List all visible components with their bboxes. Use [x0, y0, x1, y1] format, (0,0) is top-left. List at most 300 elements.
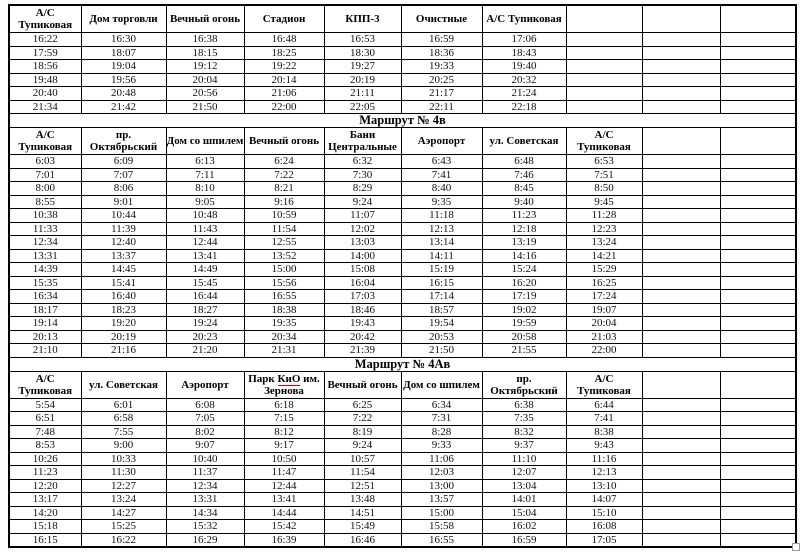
time-cell: 13:14: [401, 236, 482, 250]
empty-cell: [642, 317, 720, 331]
time-cell: 13:04: [482, 479, 566, 493]
table-resize-handle[interactable]: [792, 543, 800, 551]
time-cell: 15:42: [244, 520, 324, 534]
time-cell: 21:24: [482, 87, 566, 101]
empty-cell: [720, 222, 796, 236]
empty-cell: [720, 452, 796, 466]
time-cell: 8:00: [9, 182, 81, 196]
time-cell: 20:53: [401, 330, 482, 344]
time-cell: 16:39: [244, 533, 324, 547]
time-cell: 21:20: [166, 344, 244, 358]
time-cell: 9:07: [166, 439, 244, 453]
stop-header-cell: Парк КиО им. Зернова: [244, 371, 324, 398]
time-cell: 19:04: [81, 60, 166, 74]
empty-cell: [720, 303, 796, 317]
time-cell: 8:02: [166, 425, 244, 439]
time-cell: 8:50: [566, 182, 642, 196]
timetable-row: [9, 439, 796, 453]
time-cell: 10:33: [81, 452, 166, 466]
empty-cell: [720, 493, 796, 507]
time-cell: 21:03: [566, 330, 642, 344]
stop-header-cell: А/С Тупиковая: [566, 371, 642, 398]
time-cell: 16:55: [401, 533, 482, 547]
stop-header-cell: ул. Советская: [81, 371, 166, 398]
timetable-row: [9, 100, 796, 114]
empty-cell: [642, 209, 720, 223]
time-cell: 20:58: [482, 330, 566, 344]
time-cell: 16:04: [324, 276, 401, 290]
time-cell: 8:32: [482, 425, 566, 439]
route-title-row: [9, 114, 796, 128]
time-cell: 6:09: [81, 155, 166, 169]
time-cell: 13:10: [566, 479, 642, 493]
time-cell: 15:04: [482, 506, 566, 520]
stop-header-cell: А/С Тупиковая: [482, 5, 566, 33]
time-cell: 20:56: [166, 87, 244, 101]
time-cell: 16:15: [9, 533, 81, 547]
time-cell: 12:44: [166, 236, 244, 250]
time-cell: 21:34: [9, 100, 81, 114]
time-cell: 7:48: [9, 425, 81, 439]
time-cell: 13:24: [566, 236, 642, 250]
time-cell: 14:44: [244, 506, 324, 520]
empty-cell: [720, 60, 796, 74]
stop-header-cell: пр. Октябрьский: [81, 128, 166, 155]
time-cell: 21:06: [244, 87, 324, 101]
time-cell: 20:19: [81, 330, 166, 344]
empty-cell: [642, 479, 720, 493]
time-cell: 11:37: [166, 466, 244, 480]
stop-header-cell: А/С Тупиковая: [9, 371, 81, 398]
empty-cell: [720, 236, 796, 250]
empty-header-cell: [566, 5, 642, 33]
timetable-row: [9, 222, 796, 236]
empty-cell: [720, 439, 796, 453]
empty-cell: [642, 73, 720, 87]
stop-header-cell: Дом со шпилем: [401, 371, 482, 398]
timetable-row: [9, 425, 796, 439]
time-cell: 19:02: [482, 303, 566, 317]
time-cell: 12:40: [81, 236, 166, 250]
time-cell: 14:51: [324, 506, 401, 520]
time-cell: 20:42: [324, 330, 401, 344]
time-cell: 20:04: [566, 317, 642, 331]
time-cell: 20:13: [9, 330, 81, 344]
time-cell: 16:15: [401, 276, 482, 290]
timetable-row: [9, 155, 796, 169]
time-cell: 12:23: [566, 222, 642, 236]
time-cell: 15:19: [401, 263, 482, 277]
stop-header-cell: ул. Советская: [482, 128, 566, 155]
time-cell: 21:39: [324, 344, 401, 358]
time-cell: 14:49: [166, 263, 244, 277]
time-cell: 19:59: [482, 317, 566, 331]
time-cell: 8:29: [324, 182, 401, 196]
time-cell: 9:40: [482, 195, 566, 209]
time-cell: 18:43: [482, 46, 566, 60]
timetable-row: [9, 60, 796, 74]
time-cell: 10:50: [244, 452, 324, 466]
time-cell: 18:15: [166, 46, 244, 60]
empty-cell: [642, 398, 720, 412]
time-cell: 16:34: [9, 290, 81, 304]
time-cell: 11:54: [244, 222, 324, 236]
time-cell: 19:27: [324, 60, 401, 74]
empty-cell: [720, 87, 796, 101]
empty-cell: [642, 412, 720, 426]
timetable-row: [9, 493, 796, 507]
empty-cell: [720, 412, 796, 426]
time-cell: 8:53: [9, 439, 81, 453]
time-cell: 14:11: [401, 249, 482, 263]
time-cell: 15:00: [244, 263, 324, 277]
empty-cell: [642, 100, 720, 114]
time-cell: 14:39: [9, 263, 81, 277]
time-cell: 12:51: [324, 479, 401, 493]
time-cell: 13:31: [9, 249, 81, 263]
time-cell: 12:18: [482, 222, 566, 236]
time-cell: 15:08: [324, 263, 401, 277]
time-cell: 17:03: [324, 290, 401, 304]
time-cell: 16:20: [482, 276, 566, 290]
empty-cell: [566, 73, 642, 87]
empty-cell: [720, 168, 796, 182]
time-cell: 7:46: [482, 168, 566, 182]
time-cell: 13:19: [482, 236, 566, 250]
empty-cell: [642, 506, 720, 520]
time-cell: 14:20: [9, 506, 81, 520]
time-cell: 13:17: [9, 493, 81, 507]
time-cell: 11:06: [401, 452, 482, 466]
empty-cell: [720, 249, 796, 263]
time-cell: 21:17: [401, 87, 482, 101]
timetable-row: [9, 520, 796, 534]
time-cell: 19:35: [244, 317, 324, 331]
empty-cell: [642, 452, 720, 466]
time-cell: 13:41: [166, 249, 244, 263]
empty-cell: [642, 60, 720, 74]
empty-cell: [720, 317, 796, 331]
timetable-row: [9, 209, 796, 223]
time-cell: 17:05: [566, 533, 642, 547]
empty-cell: [642, 195, 720, 209]
time-cell: 21:31: [244, 344, 324, 358]
time-cell: 6:58: [81, 412, 166, 426]
stop-header-cell: КПП-3: [324, 5, 401, 33]
time-cell: 10:44: [81, 209, 166, 223]
time-cell: 15:10: [566, 506, 642, 520]
time-cell: 9:45: [566, 195, 642, 209]
time-cell: 9:33: [401, 439, 482, 453]
time-cell: 10:40: [166, 452, 244, 466]
time-cell: 9:24: [324, 439, 401, 453]
timetable-row: [9, 182, 796, 196]
time-cell: 12:27: [81, 479, 166, 493]
stop-header-cell: А/С Тупиковая: [566, 128, 642, 155]
empty-header-cell: [642, 371, 720, 398]
time-cell: 13:52: [244, 249, 324, 263]
time-cell: 16:53: [324, 33, 401, 47]
empty-cell: [642, 46, 720, 60]
time-cell: 12:13: [401, 222, 482, 236]
time-cell: 15:45: [166, 276, 244, 290]
time-cell: 18:17: [9, 303, 81, 317]
time-cell: 21:50: [166, 100, 244, 114]
stop-header-cell: Дом со шпилем: [166, 128, 244, 155]
time-cell: 6:53: [566, 155, 642, 169]
timetable-row: [9, 466, 796, 480]
time-cell: 9:43: [566, 439, 642, 453]
empty-cell: [642, 236, 720, 250]
timetable-row: [9, 46, 796, 60]
time-cell: 14:45: [81, 263, 166, 277]
empty-cell: [642, 439, 720, 453]
route-title: Маршрут № 4в: [9, 114, 796, 128]
time-cell: 6:34: [401, 398, 482, 412]
timetable-row: [9, 249, 796, 263]
empty-cell: [720, 290, 796, 304]
empty-cell: [720, 466, 796, 480]
timetable-row: [9, 506, 796, 520]
time-cell: 11:23: [9, 466, 81, 480]
time-cell: 11:10: [482, 452, 566, 466]
empty-cell: [566, 46, 642, 60]
timetable-row: [9, 398, 796, 412]
time-cell: 18:57: [401, 303, 482, 317]
time-cell: 7:51: [566, 168, 642, 182]
time-cell: 22:05: [324, 100, 401, 114]
empty-cell: [720, 506, 796, 520]
time-cell: 14:34: [166, 506, 244, 520]
time-cell: 15:35: [9, 276, 81, 290]
timetable-row: [9, 236, 796, 250]
empty-cell: [642, 330, 720, 344]
time-cell: 16:29: [166, 533, 244, 547]
timetable-row: [9, 195, 796, 209]
time-cell: 22:00: [566, 344, 642, 358]
stop-header-cell: А/С Тупиковая: [9, 5, 81, 33]
route-title-row: [9, 357, 796, 371]
time-cell: 7:07: [81, 168, 166, 182]
empty-cell: [642, 290, 720, 304]
time-cell: 19:43: [324, 317, 401, 331]
time-cell: 15:56: [244, 276, 324, 290]
time-cell: 7:15: [244, 412, 324, 426]
empty-header-cell: [720, 128, 796, 155]
time-cell: 9:16: [244, 195, 324, 209]
timetable-row: [9, 452, 796, 466]
timetable-row: [9, 303, 796, 317]
time-cell: 18:56: [9, 60, 81, 74]
time-cell: 9:17: [244, 439, 324, 453]
empty-cell: [566, 100, 642, 114]
time-cell: 16:02: [482, 520, 566, 534]
timetable-row: [9, 87, 796, 101]
time-cell: 16:25: [566, 276, 642, 290]
time-cell: 7:41: [401, 168, 482, 182]
time-cell: 20:14: [244, 73, 324, 87]
empty-cell: [642, 276, 720, 290]
time-cell: 19:24: [166, 317, 244, 331]
stop-header-cell: Вечный огонь: [166, 5, 244, 33]
empty-cell: [642, 155, 720, 169]
time-cell: 16:46: [324, 533, 401, 547]
time-cell: 11:54: [324, 466, 401, 480]
time-cell: 12:20: [9, 479, 81, 493]
time-cell: 22:18: [482, 100, 566, 114]
time-cell: 21:42: [81, 100, 166, 114]
stop-header-cell: Дом торговли: [81, 5, 166, 33]
time-cell: 10:59: [244, 209, 324, 223]
time-cell: 12:34: [9, 236, 81, 250]
time-cell: 6:38: [482, 398, 566, 412]
time-cell: 7:30: [324, 168, 401, 182]
empty-header-cell: [720, 371, 796, 398]
stop-header-cell: Аэропорт: [401, 128, 482, 155]
time-cell: 15:32: [166, 520, 244, 534]
time-cell: 7:41: [566, 412, 642, 426]
timetable-row: [9, 73, 796, 87]
time-cell: 7:22: [244, 168, 324, 182]
empty-cell: [642, 87, 720, 101]
time-cell: 19:48: [9, 73, 81, 87]
time-cell: 9:00: [81, 439, 166, 453]
timetable-row: [9, 276, 796, 290]
time-cell: 6:01: [81, 398, 166, 412]
time-cell: 12:03: [401, 466, 482, 480]
time-cell: 7:11: [166, 168, 244, 182]
time-cell: 7:35: [482, 412, 566, 426]
time-cell: 18:27: [166, 303, 244, 317]
time-cell: 17:19: [482, 290, 566, 304]
time-cell: 11:07: [324, 209, 401, 223]
empty-header-cell: [642, 128, 720, 155]
time-cell: 14:21: [566, 249, 642, 263]
empty-cell: [720, 425, 796, 439]
time-cell: 12:44: [244, 479, 324, 493]
time-cell: 20:19: [324, 73, 401, 87]
time-cell: 13:03: [324, 236, 401, 250]
time-cell: 19:07: [566, 303, 642, 317]
stop-header-cell: Вечный огонь: [324, 371, 401, 398]
time-cell: 9:05: [166, 195, 244, 209]
empty-cell: [720, 182, 796, 196]
time-cell: 21:50: [401, 344, 482, 358]
empty-cell: [642, 168, 720, 182]
time-cell: 10:38: [9, 209, 81, 223]
empty-cell: [642, 249, 720, 263]
time-cell: 16:59: [401, 33, 482, 47]
timetable-row: [9, 168, 796, 182]
empty-cell: [720, 209, 796, 223]
stops-header-row: [9, 5, 796, 33]
time-cell: 8:40: [401, 182, 482, 196]
time-cell: 16:22: [9, 33, 81, 47]
empty-cell: [720, 479, 796, 493]
empty-cell: [720, 533, 796, 547]
time-cell: 13:41: [244, 493, 324, 507]
time-cell: 15:49: [324, 520, 401, 534]
time-cell: 11:33: [9, 222, 81, 236]
time-cell: 12:34: [166, 479, 244, 493]
stops-header-row: [9, 128, 796, 155]
time-cell: 6:25: [324, 398, 401, 412]
time-cell: 21:55: [482, 344, 566, 358]
empty-header-cell: [720, 5, 796, 33]
time-cell: 18:23: [81, 303, 166, 317]
empty-cell: [566, 87, 642, 101]
time-cell: 18:25: [244, 46, 324, 60]
time-cell: 15:25: [81, 520, 166, 534]
time-cell: 11:18: [401, 209, 482, 223]
timetable-row: [9, 533, 796, 547]
empty-cell: [720, 100, 796, 114]
time-cell: 14:27: [81, 506, 166, 520]
time-cell: 20:25: [401, 73, 482, 87]
time-cell: 19:54: [401, 317, 482, 331]
time-cell: 15:29: [566, 263, 642, 277]
time-cell: 17:14: [401, 290, 482, 304]
time-cell: 6:13: [166, 155, 244, 169]
time-cell: 15:58: [401, 520, 482, 534]
time-cell: 13:37: [81, 249, 166, 263]
time-cell: 6:24: [244, 155, 324, 169]
time-cell: 6:44: [566, 398, 642, 412]
time-cell: 12:13: [566, 466, 642, 480]
time-cell: 14:16: [482, 249, 566, 263]
time-cell: 13:48: [324, 493, 401, 507]
empty-cell: [720, 520, 796, 534]
time-cell: 17:59: [9, 46, 81, 60]
empty-cell: [642, 493, 720, 507]
time-cell: 19:22: [244, 60, 324, 74]
stop-header-cell: пр. Октябрьский: [482, 371, 566, 398]
stop-header-cell: Стадион: [244, 5, 324, 33]
time-cell: 18:38: [244, 303, 324, 317]
time-cell: 8:55: [9, 195, 81, 209]
time-cell: 6:51: [9, 412, 81, 426]
empty-cell: [642, 466, 720, 480]
time-cell: 15:24: [482, 263, 566, 277]
empty-cell: [720, 263, 796, 277]
time-cell: 12:07: [482, 466, 566, 480]
empty-cell: [720, 46, 796, 60]
timetable-body: [9, 5, 796, 547]
time-cell: 11:28: [566, 209, 642, 223]
time-cell: 16:22: [81, 533, 166, 547]
time-cell: 10:57: [324, 452, 401, 466]
misspelled-word-underline: КиО: [277, 372, 301, 385]
time-cell: 8:19: [324, 425, 401, 439]
time-cell: 18:46: [324, 303, 401, 317]
time-cell: 11:16: [566, 452, 642, 466]
time-cell: 19:12: [166, 60, 244, 74]
time-cell: 16:59: [482, 533, 566, 547]
time-cell: 6:08: [166, 398, 244, 412]
empty-cell: [642, 303, 720, 317]
time-cell: 11:39: [81, 222, 166, 236]
stop-header-cell: Очистные: [401, 5, 482, 33]
time-cell: 18:36: [401, 46, 482, 60]
time-cell: 12:55: [244, 236, 324, 250]
time-cell: 16:08: [566, 520, 642, 534]
time-cell: 15:41: [81, 276, 166, 290]
empty-cell: [642, 263, 720, 277]
time-cell: 8:12: [244, 425, 324, 439]
time-cell: 16:55: [244, 290, 324, 304]
time-cell: 9:24: [324, 195, 401, 209]
empty-cell: [642, 33, 720, 47]
